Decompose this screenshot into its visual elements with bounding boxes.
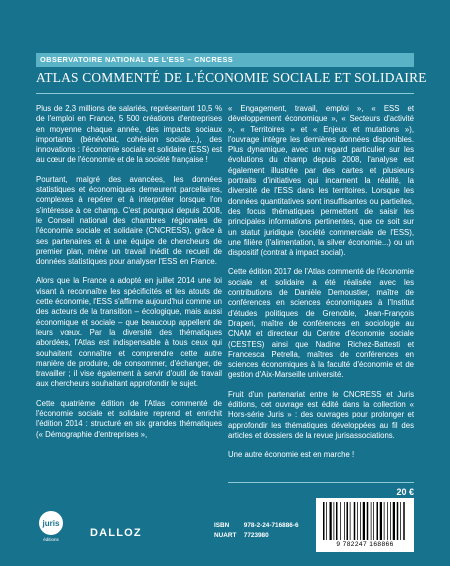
- right-paragraph-1: « Engagement, travail, emploi », « ESS et développement économique », « Secteurs d'activité », « Territoires » et « Enjeux et mutations »), l'ouvrage intègre les dernières données disponibles. Plus dynamique, avec un regard particulier sur les évolutions du champ depuis 2008, l'analyse est également illustrée par des cartes et plusieurs portraits d'initiatives qui incarnent la réalité, la diversité de l'ESS dans les territoires. Lorsque les données quantitatives sont insuffisantes ou partielles, des focus thématiques permettent de saisir les principales informations pertinentes, que ce soit sur un statut juridique (société commerciale de l'ESS), une filière (l'alimentation, la silver économie...) ou un dispositif (contrat à impact social).: [228, 104, 414, 258]
- price: 20 €: [396, 487, 414, 497]
- isbn-label: ISBN: [214, 522, 230, 529]
- left-paragraph-1: Plus de 2,3 millions de salariés, représentant 10,5 % de l'emploi en France, 5 500 créations d'entreprises en moyenne chaque année, des impacts sociaux importants (bénévolat, cohésion sociale...), des innovations : l'économie sociale et solidaire (ESS) est au cœur de l'économie et de la société française !: [36, 104, 222, 165]
- series-banner: OBSERVATOIRE NATIONAL DE L'ESS – CNCRESS: [36, 53, 414, 67]
- juris-logo-mark: [37, 510, 81, 544]
- left-paragraph-4: Cette quatrième édition de l'Atlas commenté de l'économie sociale et solidaire reprend et enrichit l'édition 2014 : structuré en six grandes thématiques (« Démographie d'entreprises »,: [36, 398, 222, 439]
- right-column: [228, 104, 414, 461]
- left-paragraph-3: Alors que la France a adopté en juillet 2014 une loi visant à reconnaître les spécificités et les atouts de cette économie, l'ESS s'affirme aujourd'hui comme un des acteurs de la transition – écologique, mais aussi économique et sociale – que beaucoup appellent de leurs vœux. Par la diversité des thématiques abordées, l'Atlas est indispensable à tous ceux qui souhaitent connaître et comprendre cette autre manière de produire, de consommer, d'échanger, de travailler ; il vise également à servir d'outil de travail aux chercheurs souhaitant approfondir le sujet.: [36, 276, 222, 389]
- dalloz-logo: DALLOZ: [90, 527, 142, 539]
- juris-logo-word: juris: [42, 519, 60, 528]
- right-paragraph-2: Cette édition 2017 de l'Atlas commenté de l'économie sociale et solidaire a été réalisée avec les contributions de Danièle Demoustier, maître de conférences en sciences économiques à l'Institut d'études politiques de Grenoble, Jean-François Draperi, maître de conférences en sociologie au CNAM et directeur du Centre d'économie sociale (CESTES) ainsi que Nadine Richez-Battesti et Francesca Petrella, maîtres de conférences en sciences économiques à la faculté d'économie et de gestion d'Aix-Marseille université.: [228, 267, 414, 380]
- isbn-line: [214, 521, 299, 531]
- isbn-value: 978-2-24-716886-6: [243, 522, 299, 529]
- juris-logo: [37, 510, 81, 544]
- barcode: [316, 498, 414, 552]
- right-paragraph-4: Une autre économie est en marche !: [228, 450, 355, 460]
- price-rule: [228, 482, 414, 483]
- juris-logo-sub: éditions: [43, 537, 59, 542]
- book-title: ATLAS COMMENTÉ DE L'ÉCONOMIE SOCIALE ET SOLIDAIRE: [36, 70, 427, 85]
- nuart-value: 7723980: [243, 532, 269, 539]
- right-paragraph-3: Fruit d'un partenariat entre le CNCRESS et Juris éditions, cet ouvrage est édité dans la collection « Hors-série Juris » : des ouvrages pour prolonger et approfondir les thématiques développées au fil des articles et dossiers de la revue jurisassociations.: [228, 389, 414, 440]
- barcode-digits: 9 782247 168866: [336, 541, 394, 548]
- nuart-label: NUART: [214, 532, 237, 539]
- left-paragraph-2: Pourtant, malgré des avancées, les données statistiques et économiques demeurent parcellaires, complexes à repérer et à interpréter lorsque l'on s'intéresse à ce champ. C'est pourquoi depuis 2008, le Conseil national des chambres régionales de l'économie sociale et solidaire (CNCRESS), grâce à ses partenaires et à une équipe de chercheurs de premier plan, mène un travail inédit de recueil de données statistiques pour analyser l'ESS en France.: [36, 174, 222, 267]
- isbn-block: [214, 521, 299, 541]
- nuart-line: [214, 531, 299, 541]
- title-rule: [36, 93, 414, 94]
- left-column: [36, 104, 222, 440]
- barcode-bars: [322, 502, 408, 540]
